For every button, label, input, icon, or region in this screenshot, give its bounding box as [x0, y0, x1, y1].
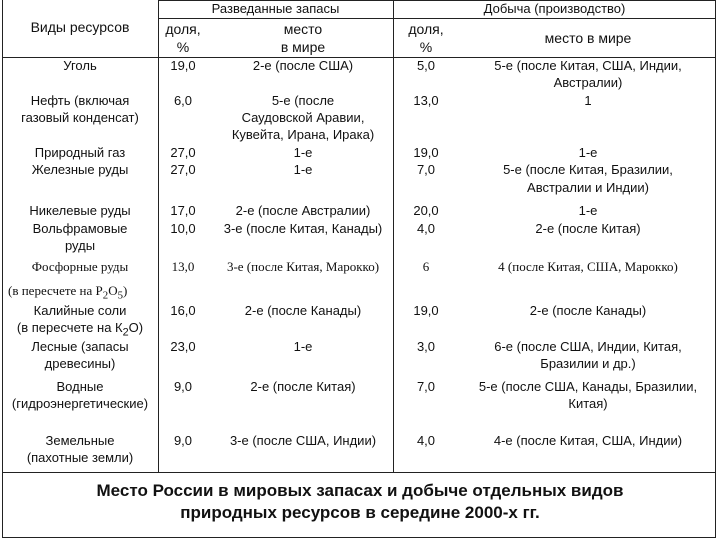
forest-share2: 3,0 — [416, 339, 436, 354]
coal-place2-line2: Австралии) — [553, 75, 623, 90]
water-name-line1: Водные — [56, 379, 104, 394]
nickel-share2: 20,0 — [413, 203, 439, 218]
coal-place2-line1: 5-е (после Китая, США, Индии, — [494, 58, 682, 73]
phosphate-share2: 6 — [422, 259, 430, 274]
coal-share1: 19,0 — [170, 58, 196, 73]
iron-place2-line2: Австралии и Индии) — [527, 180, 649, 195]
caption-line1: Место России в мировых запасах и добыче отдельных видов — [96, 481, 624, 500]
col-place1-sub: в мире — [280, 39, 326, 55]
coal-place1: 2-е (после США) — [252, 58, 354, 73]
coal-name: Уголь — [63, 58, 97, 73]
potash-place1: 2-е (после Канады) — [244, 303, 362, 318]
iron-place2-line1: 5-е (после Китая, Бразилии, — [503, 162, 673, 177]
iron-share2: 7,0 — [416, 162, 436, 177]
forest-name-line2: древесины) — [44, 356, 116, 371]
land-name-line2: (пахотные земли) — [26, 450, 134, 465]
oil-share1: 6,0 — [173, 93, 193, 108]
water-share2: 7,0 — [416, 379, 436, 394]
potash-share2: 19,0 — [413, 303, 439, 318]
tungsten-place2: 2-е (после Китая) — [535, 221, 641, 236]
forest-place2-line1: 6-е (после США, Индии, Китая, — [494, 339, 682, 354]
water-name-line2: (гидроэнергетические) — [11, 396, 149, 411]
nickel-place1: 2-е (после Австралии) — [235, 203, 371, 218]
iron-name: Железные руды — [31, 162, 129, 177]
oil-place1-line1: 5-е (после — [271, 93, 335, 108]
tungsten-name-line2: руды — [64, 238, 96, 253]
col-resource-header: Виды ресурсов — [30, 19, 130, 35]
nickel-name: Никелевые руды — [29, 203, 131, 218]
nickel-place2: 1-е — [578, 203, 598, 218]
iron-share1: 27,0 — [170, 162, 196, 177]
phosphate-place2: 4 (после Китая, США, Марокко) — [498, 259, 678, 274]
caption-line2: природных ресурсов в середине 2000-х гг. — [180, 503, 540, 522]
group-production-label: Добыча (производство) — [483, 1, 626, 16]
nickel-share1: 17,0 — [170, 203, 196, 218]
oil-place1-line2: Саудовской Аравии, — [241, 110, 365, 125]
gas-name: Природный газ — [34, 145, 126, 160]
potash-place2: 2-е (после Канады) — [529, 303, 647, 318]
forest-place2-line2: Бразилии и др.) — [540, 356, 636, 371]
land-share1: 9,0 — [173, 433, 193, 448]
col-place1-header: место — [283, 21, 323, 37]
water-place1: 2-е (после Китая) — [250, 379, 356, 394]
potash-name: Калийные соли — [33, 303, 127, 318]
group-reserves-label: Разведанные запасы — [211, 1, 340, 16]
land-share2: 4,0 — [416, 433, 436, 448]
iron-place1: 1-е — [293, 162, 313, 177]
phosphate-share1: 13,0 — [171, 259, 195, 274]
col-share2-unit: % — [419, 39, 433, 55]
col-share2-header: доля, — [408, 21, 444, 37]
tungsten-share1: 10,0 — [170, 221, 196, 236]
group-divider — [158, 18, 716, 19]
oil-place2: 1 — [584, 93, 592, 108]
forest-share1: 23,0 — [170, 339, 196, 354]
tungsten-name-line1: Вольфрамовые — [32, 221, 128, 236]
oil-share2: 13,0 — [413, 93, 439, 108]
coal-share2: 5,0 — [416, 58, 436, 73]
land-name-line1: Земельные — [45, 433, 115, 448]
col-place2-header: место в мире — [544, 30, 632, 46]
col-share1-unit: % — [176, 39, 190, 55]
forest-name-line1: Лесные (запасы — [31, 339, 129, 354]
gas-place2: 1-е — [578, 145, 598, 160]
land-place1: 3-е (после США, Индии) — [229, 433, 377, 448]
water-place2-line2: Китая) — [568, 396, 608, 411]
table-caption — [6, 480, 714, 524]
tungsten-share2: 4,0 — [416, 221, 436, 236]
oil-place1-line3: Кувейта, Ирана, Ирака) — [231, 127, 375, 142]
gas-share1: 27,0 — [170, 145, 196, 160]
water-place2-line1: 5-е (после США, Канады, Бразилии, — [478, 379, 698, 394]
gas-share2: 19,0 — [413, 145, 439, 160]
oil-name-line2: газовый конденсат) — [21, 110, 139, 125]
potash-note: (в пересчете на $К_2О$) — [16, 320, 144, 339]
land-place2: 4-е (после Китая, США, Индии) — [493, 433, 683, 448]
potash-share1: 16,0 — [170, 303, 196, 318]
phosphate-place1: 3-е (после Китая, Марокко) — [226, 259, 380, 274]
water-share1: 9,0 — [173, 379, 193, 394]
gas-place1: 1-е — [293, 145, 313, 160]
col-share1-header: доля, — [165, 21, 201, 37]
phosphate-name: Фосфорные руды — [31, 259, 129, 274]
forest-place1: 1-е — [293, 339, 313, 354]
phosphate-note: (в пересчете на $Р_2О_5$) — [8, 283, 128, 302]
oil-name-line1: Нефть (включая — [30, 93, 130, 108]
col-divider-2 — [393, 0, 394, 472]
tungsten-place1: 3-е (после Китая, Канады) — [223, 221, 383, 236]
caption-rule — [2, 472, 716, 473]
